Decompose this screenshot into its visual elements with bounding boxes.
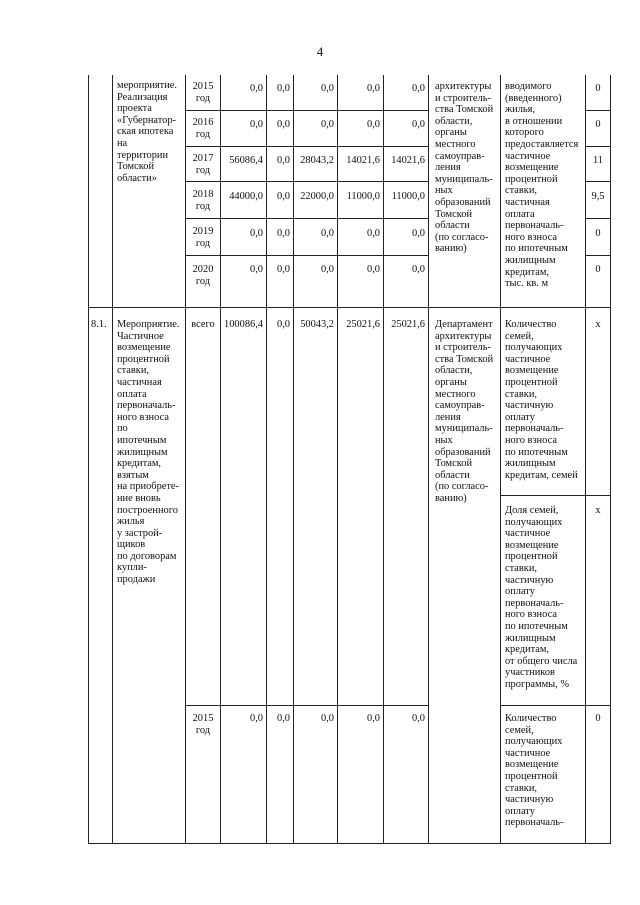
- federal-budget-cell: 0,0: [277, 319, 290, 330]
- table-border-right: [610, 75, 611, 844]
- local-budget-cell: 0,0: [367, 713, 380, 724]
- table-column-divider: [428, 75, 429, 844]
- indicator-name-cell: вводимого (введенного) жилья, в отношении которого предоставляется частичное возмещение процентной ставки, частичная оплата первоначаль- ного взноса по ипотечным жилищным кредитам, тыс. кв. м: [505, 81, 579, 290]
- local-budget-cell: 0,0: [367, 119, 380, 130]
- total-cell: 0,0: [250, 713, 263, 724]
- event-description: мероприятие. Реализация проекта «Губернатор- ская ипотека на территории Томской области»: [117, 80, 177, 184]
- row-divider: [585, 255, 611, 256]
- federal-budget-cell: 0,0: [277, 264, 290, 275]
- total-cell: 0,0: [250, 228, 263, 239]
- year-cell: 2016 год: [192, 117, 214, 140]
- local-budget-cell: 0,0: [367, 228, 380, 239]
- year-cell: 2018 год: [192, 189, 214, 212]
- local-budget-cell: 0,0: [367, 83, 380, 94]
- local-budget-cell: 25021,6: [346, 319, 380, 330]
- row-divider: [185, 705, 428, 706]
- row-divider: [585, 146, 611, 147]
- total-cell: 0,0: [250, 119, 263, 130]
- total-cell: 44000,0: [229, 191, 263, 202]
- regional-budget-cell: 28043,2: [300, 155, 334, 166]
- indicator-value-cell: 0: [595, 228, 601, 239]
- federal-budget-cell: 0,0: [277, 713, 290, 724]
- indicator-name-cell: Количество семей, получающих частичное возмещение процентной ставки, частичную оплату первоначаль- ного взноса по ипотечным жилищным кредитам, семей: [505, 319, 578, 481]
- row-divider: [185, 218, 428, 219]
- indicator-value-cell: 0: [595, 713, 601, 724]
- program-table: [88, 75, 611, 844]
- extra-budget-cell: 14021,6: [391, 155, 425, 166]
- row-divider: [185, 146, 428, 147]
- page-number: 4: [316, 44, 324, 59]
- regional-budget-cell: 0,0: [321, 713, 334, 724]
- row-divider: [500, 705, 611, 706]
- regional-budget-cell: 0,0: [321, 228, 334, 239]
- year-cell: всего: [191, 319, 215, 330]
- regional-budget-cell: 0,0: [321, 264, 334, 275]
- indicator-value-cell: 0: [595, 264, 601, 275]
- row-divider: [585, 181, 611, 182]
- row-number: 8.1.: [91, 319, 107, 330]
- table-column-divider: [500, 75, 501, 844]
- event-description: Мероприятие. Частичное возмещение процентной ставки, частичная оплата первоначаль- ного взноса по ипотечным жилищным кредитам, взятым на приобрете- ние вновь построенного жилья у застрой- щиков по договорам купли- продажи: [117, 319, 180, 586]
- local-budget-cell: 11000,0: [346, 191, 380, 202]
- total-cell: 100086,4: [224, 319, 263, 330]
- total-cell: 56086,4: [229, 155, 263, 166]
- row-divider: [585, 218, 611, 219]
- regional-budget-cell: 50043,2: [300, 319, 334, 330]
- row-divider: [585, 110, 611, 111]
- indicator-name-cell: Доля семей, получающих частичное возмещение процентной ставки, частичную оплату первоначаль- ного взноса по ипотечным жилищным кредитам, от общего числа участников программы, %: [505, 505, 578, 690]
- extra-budget-cell: 0,0: [412, 83, 425, 94]
- extra-budget-cell: 25021,6: [391, 319, 425, 330]
- regional-budget-cell: 0,0: [321, 119, 334, 130]
- table-column-divider: [112, 75, 113, 844]
- extra-budget-cell: 0,0: [412, 713, 425, 724]
- block-divider: [88, 307, 611, 308]
- row-divider: [185, 110, 428, 111]
- regional-budget-cell: 22000,0: [300, 191, 334, 202]
- federal-budget-cell: 0,0: [277, 155, 290, 166]
- indicator-value-cell: 0: [595, 119, 601, 130]
- table-border-left: [88, 75, 89, 844]
- total-cell: 0,0: [250, 83, 263, 94]
- row-divider: [185, 181, 428, 182]
- indicator-name-cell: Количество семей, получающих частичное возмещение процентной ставки, частичную оплату первоначаль-: [505, 713, 564, 829]
- year-cell: 2020 год: [192, 264, 214, 287]
- extra-budget-cell: 0,0: [412, 264, 425, 275]
- indicator-value-cell: х: [595, 319, 601, 330]
- indicator-value-cell: 11: [592, 155, 603, 166]
- local-budget-cell: 0,0: [367, 264, 380, 275]
- row-divider: [500, 495, 611, 496]
- total-cell: 0,0: [250, 264, 263, 275]
- regional-budget-cell: 0,0: [321, 83, 334, 94]
- indicator-value-cell: 9,5: [591, 191, 605, 202]
- federal-budget-cell: 0,0: [277, 83, 290, 94]
- year-cell: 2015 год: [192, 81, 214, 104]
- indicator-value-cell: 0: [595, 83, 601, 94]
- federal-budget-cell: 0,0: [277, 228, 290, 239]
- extra-budget-cell: 0,0: [412, 228, 425, 239]
- year-cell: 2015 год: [192, 713, 214, 736]
- local-budget-cell: 14021,6: [346, 155, 380, 166]
- table-border-bottom: [88, 843, 611, 844]
- year-cell: 2017 год: [192, 153, 214, 176]
- executor-cell: архитектуры и строитель- ства Томской области, органы местного самоуправ- ления муниципаль- ных образований Томской области (по согласо- ванию): [435, 81, 494, 255]
- row-divider: [185, 255, 428, 256]
- extra-budget-cell: 0,0: [412, 119, 425, 130]
- indicator-value-cell: х: [595, 505, 601, 516]
- federal-budget-cell: 0,0: [277, 119, 290, 130]
- extra-budget-cell: 11000,0: [391, 191, 425, 202]
- year-cell: 2019 год: [192, 226, 214, 249]
- federal-budget-cell: 0,0: [277, 191, 290, 202]
- executor-cell: Департамент архитектуры и строитель- ства Томской области, органы местного самоуправ- ления муниципаль- ных образований Томской области (по согласо- ванию): [435, 319, 494, 504]
